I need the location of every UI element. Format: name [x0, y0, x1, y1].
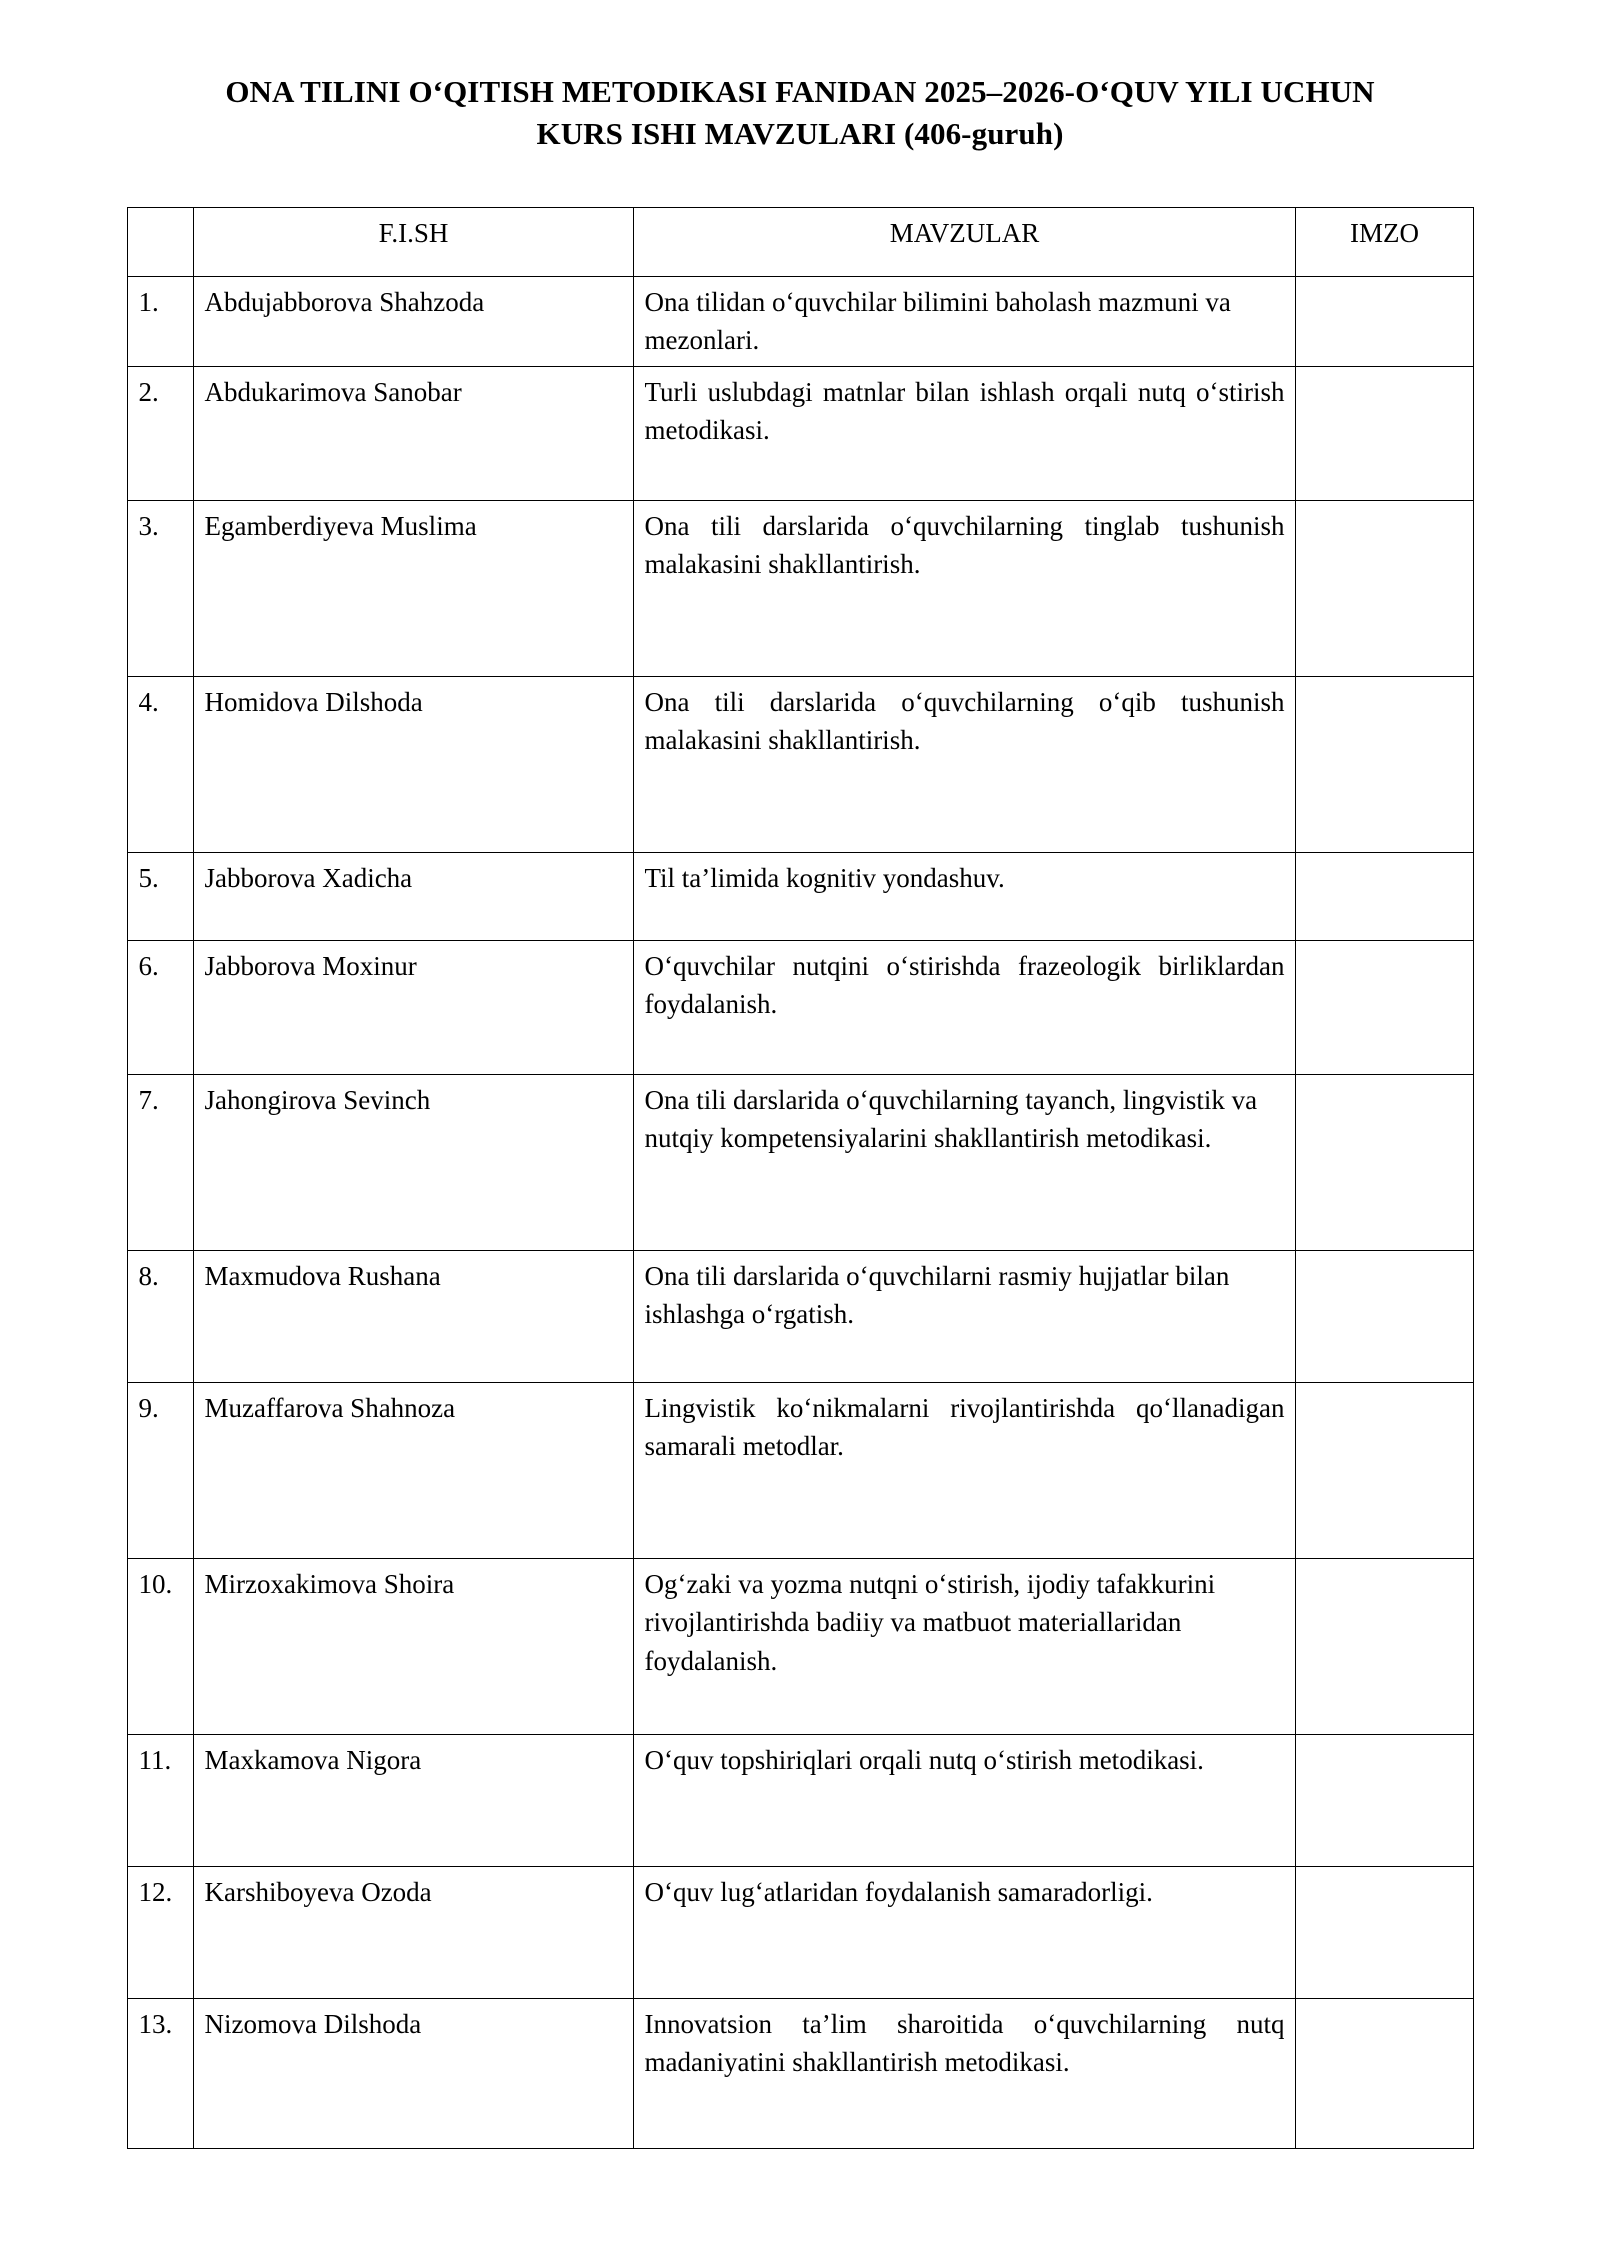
course-work-topic: Ona tilidan o‘quvchilar bilimini baholash mazmuni va mezonlari.: [633, 276, 1295, 366]
signature-cell[interactable]: [1295, 1250, 1473, 1382]
table-row: [127, 1866, 1473, 1998]
table-row: [127, 1558, 1473, 1734]
table-row: [127, 940, 1473, 1074]
student-name: Abdukarimova Sanobar: [193, 366, 633, 500]
page-title-line-2: KURS ISHI MAVZULARI (406-guruh): [536, 116, 1064, 152]
course-work-topic: Innovatsion ta’lim sharoitida o‘quvchilarning nutq madaniyatini shakllantirish metodikasi.: [633, 1998, 1295, 2148]
row-number: 9.: [127, 1382, 193, 1558]
table-row: [127, 500, 1473, 676]
table-header: [127, 207, 1473, 276]
student-name: Egamberdiyeva Muslima: [193, 500, 633, 676]
table-body: [127, 276, 1473, 2148]
student-name: Maxkamova Nigora: [193, 1734, 633, 1866]
row-number: 10.: [127, 1558, 193, 1734]
student-name: Nizomova Dilshoda: [193, 1998, 633, 2148]
signature-cell[interactable]: [1295, 852, 1473, 940]
row-number: 1.: [127, 276, 193, 366]
student-name: Jahongirova Sevinch: [193, 1074, 633, 1250]
table-row: [127, 852, 1473, 940]
row-number: 8.: [127, 1250, 193, 1382]
signature-cell[interactable]: [1295, 1734, 1473, 1866]
course-work-topic: Ona tili darslarida o‘quvchilarning o‘qib tushunish malakasini shakllantirish.: [633, 676, 1295, 852]
signature-cell[interactable]: [1295, 1382, 1473, 1558]
row-number: 12.: [127, 1866, 193, 1998]
page-title-line-1: ONA TILINI O‘QITISH METODIKASI FANIDAN 2025–2026-O‘QUV YILI UCHUN: [225, 74, 1375, 109]
signature-cell[interactable]: [1295, 940, 1473, 1074]
course-work-topic: Til ta’limida kognitiv yondashuv.: [633, 852, 1295, 940]
row-number: 3.: [127, 500, 193, 676]
signature-cell[interactable]: [1295, 1998, 1473, 2148]
topics-table-container: [80, 207, 1520, 2149]
table-row: [127, 1382, 1473, 1558]
table-row: [127, 676, 1473, 852]
student-name: Maxmudova Rushana: [193, 1250, 633, 1382]
course-work-topic: Lingvistik ko‘nikmalarni rivojlantirishda qo‘llanadigan samarali metodlar.: [633, 1382, 1295, 1558]
row-number: 4.: [127, 676, 193, 852]
course-work-topic: Ona tili darslarida o‘quvchilarning tayanch, lingvistik va nutqiy kompetensiyalarini shakllantirish metodikasi.: [633, 1074, 1295, 1250]
table-header-row: [127, 207, 1473, 276]
student-name: Jabborova Xadicha: [193, 852, 633, 940]
signature-cell[interactable]: [1295, 676, 1473, 852]
row-number: 11.: [127, 1734, 193, 1866]
table-row: [127, 1998, 1473, 2148]
student-name: Abdujabborova Shahzoda: [193, 276, 633, 366]
row-number: 2.: [127, 366, 193, 500]
course-work-topic: O‘quvchilar nutqini o‘stirishda frazeologik birliklardan foydalanish.: [633, 940, 1295, 1074]
signature-cell[interactable]: [1295, 1866, 1473, 1998]
table-row: [127, 366, 1473, 500]
page-title: [105, 72, 1495, 155]
row-number: 7.: [127, 1074, 193, 1250]
student-name: Jabborova Moxinur: [193, 940, 633, 1074]
row-number: 6.: [127, 940, 193, 1074]
signature-cell[interactable]: [1295, 366, 1473, 500]
student-name: Homidova Dilshoda: [193, 676, 633, 852]
signature-cell[interactable]: [1295, 1558, 1473, 1734]
signature-cell[interactable]: [1295, 1074, 1473, 1250]
student-name: Mirzoxakimova Shoira: [193, 1558, 633, 1734]
table-row: [127, 1734, 1473, 1866]
topics-table: [127, 207, 1474, 2149]
table-row: [127, 276, 1473, 366]
course-work-topic: Og‘zaki va yozma nutqni o‘stirish, ijodiy tafakkurini rivojlantirishda badiiy va matbuot materiallaridan foydalanish.: [633, 1558, 1295, 1734]
row-number: 5.: [127, 852, 193, 940]
table-row: [127, 1250, 1473, 1382]
signature-cell[interactable]: [1295, 500, 1473, 676]
course-work-topic: Turli uslubdagi matnlar bilan ishlash orqali nutq o‘stirish metodikasi.: [633, 366, 1295, 500]
column-header-topic: MAVZULAR: [633, 207, 1295, 276]
column-header-name: F.I.SH: [193, 207, 633, 276]
course-work-topic: O‘quv lug‘atlaridan foydalanish samaradorligi.: [633, 1866, 1295, 1998]
column-header-number: [127, 207, 193, 276]
course-work-topic: O‘quv topshiriqlari orqali nutq o‘stirish metodikasi.: [633, 1734, 1295, 1866]
table-row: [127, 1074, 1473, 1250]
course-work-topic: Ona tili darslarida o‘quvchilarning tinglab tushunish malakasini shakllantirish.: [633, 500, 1295, 676]
student-name: Muzaffarova Shahnoza: [193, 1382, 633, 1558]
student-name: Karshiboyeva Ozoda: [193, 1866, 633, 1998]
row-number: 13.: [127, 1998, 193, 2148]
signature-cell[interactable]: [1295, 276, 1473, 366]
column-header-signature: IMZO: [1295, 207, 1473, 276]
course-work-topic: Ona tili darslarida o‘quvchilarni rasmiy hujjatlar bilan ishlashga o‘rgatish.: [633, 1250, 1295, 1382]
